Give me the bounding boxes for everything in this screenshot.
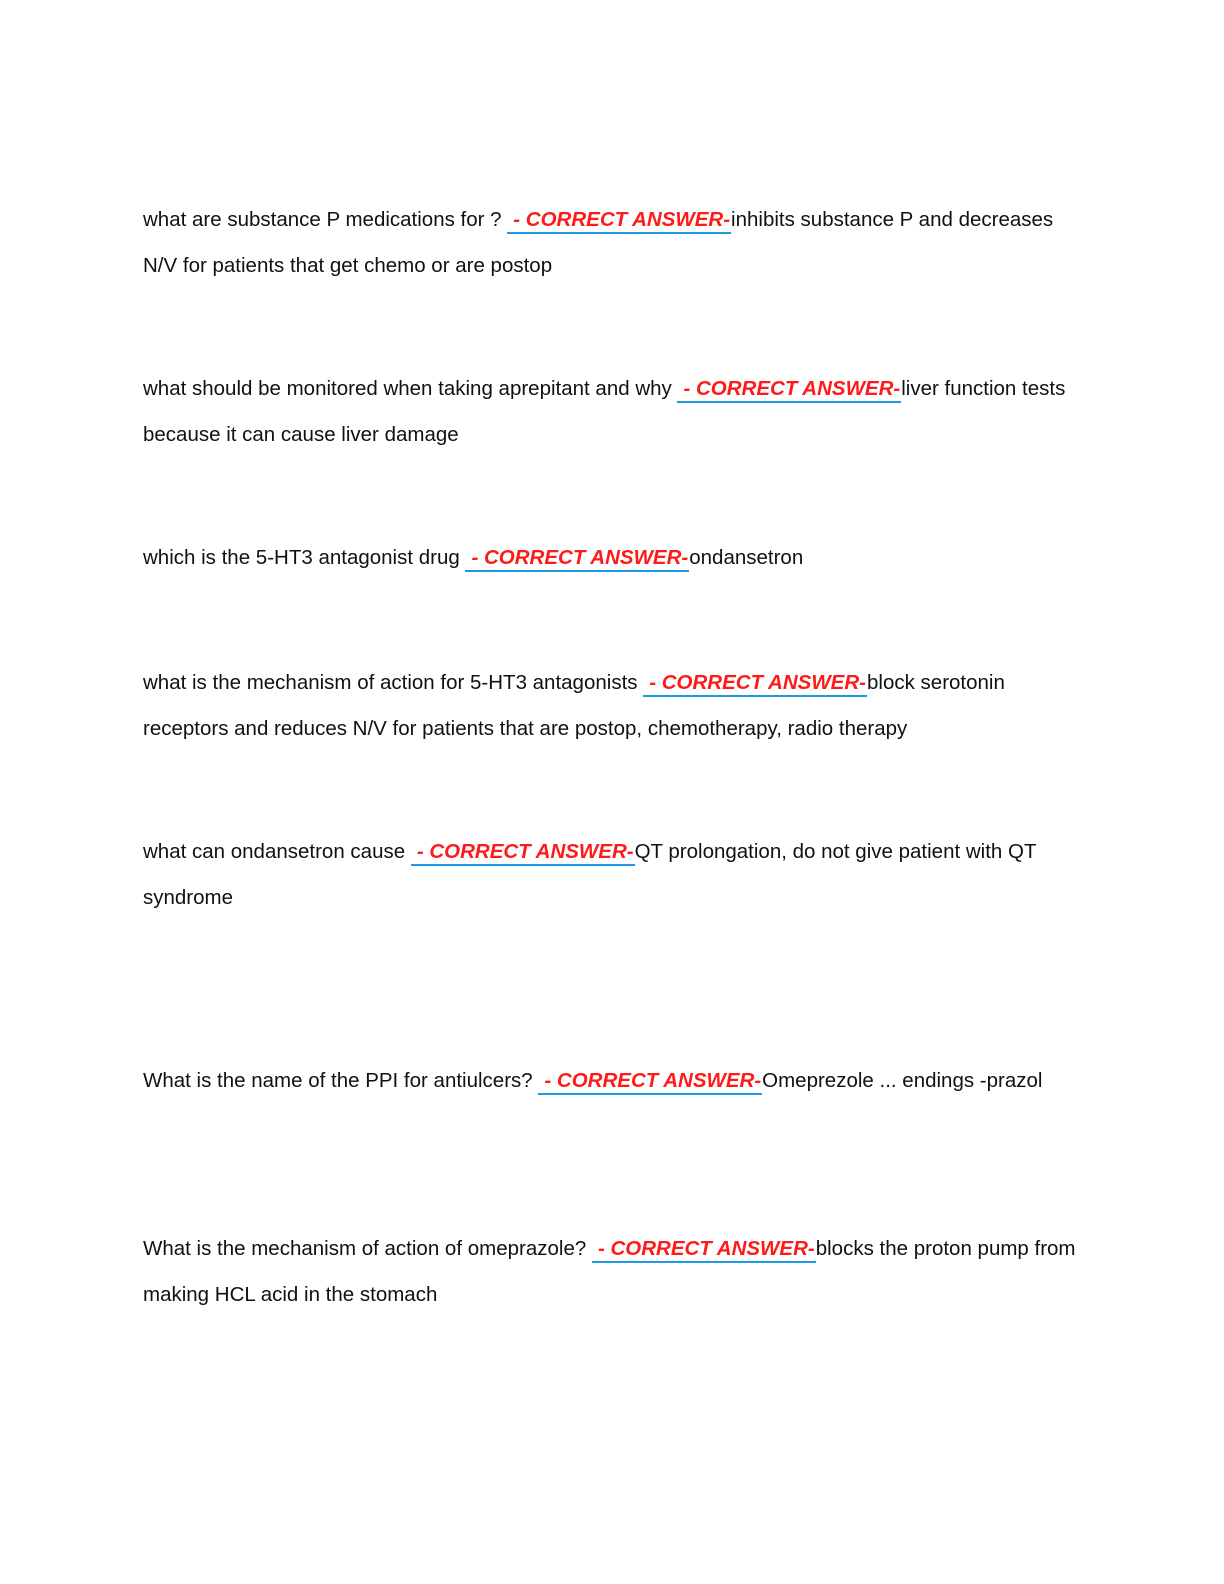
qa-paragraph xyxy=(143,535,1083,581)
correct-answer-tag: - CORRECT ANSWER- xyxy=(677,377,901,403)
question-text: What is the name of the PPI for antiulcers? xyxy=(143,1069,539,1092)
answer-text: inhibits substance P and decreases N/V for patients that get chemo or are postop xyxy=(143,208,1054,277)
qa-paragraph xyxy=(143,197,1083,289)
qa-item-1 xyxy=(143,197,1083,289)
qa-item-7 xyxy=(143,1226,1083,1318)
qa-paragraph xyxy=(143,660,1083,752)
qa-item-4 xyxy=(143,660,1083,752)
question-text: what is the mechanism of action for 5-HT3 antagonists xyxy=(143,671,644,694)
correct-answer-tag: - CORRECT ANSWER- xyxy=(643,671,867,697)
answer-text: blocks the proton pump from making HCL acid in the stomach xyxy=(143,1237,1076,1306)
question-text: what should be monitored when taking aprepitant and why xyxy=(143,377,678,400)
correct-answer-tag: - CORRECT ANSWER- xyxy=(592,1237,816,1263)
qa-paragraph xyxy=(143,366,1083,458)
correct-answer-tag: - CORRECT ANSWER- xyxy=(507,208,731,234)
qa-paragraph xyxy=(143,829,1083,921)
answer-text: liver function tests because it can cause liver damage xyxy=(143,377,1066,446)
correct-answer-tag: - CORRECT ANSWER- xyxy=(538,1069,762,1095)
question-text: what are substance P medications for ? xyxy=(143,208,508,231)
answer-text: Omeprezole ... endings -prazol xyxy=(762,1069,1043,1092)
answer-text: ondansetron xyxy=(689,546,804,569)
question-text: which is the 5-HT3 antagonist drug xyxy=(143,546,466,569)
qa-paragraph xyxy=(143,1058,1083,1104)
answer-text: QT prolongation, do not give patient with QT syndrome xyxy=(143,840,1037,909)
correct-answer-tag: - CORRECT ANSWER- xyxy=(411,840,635,866)
question-text: what can ondansetron cause xyxy=(143,840,411,863)
qa-item-2 xyxy=(143,366,1083,458)
correct-answer-tag: - CORRECT ANSWER- xyxy=(465,546,689,572)
qa-paragraph xyxy=(143,1226,1083,1318)
qa-item-6 xyxy=(143,1058,1083,1104)
answer-text: block serotonin receptors and reduces N/V for patients that are postop, chemotherapy, radio therapy xyxy=(143,671,1005,740)
question-text: What is the mechanism of action of omeprazole? xyxy=(143,1237,592,1260)
qa-item-5 xyxy=(143,829,1083,921)
qa-item-3 xyxy=(143,535,1083,581)
